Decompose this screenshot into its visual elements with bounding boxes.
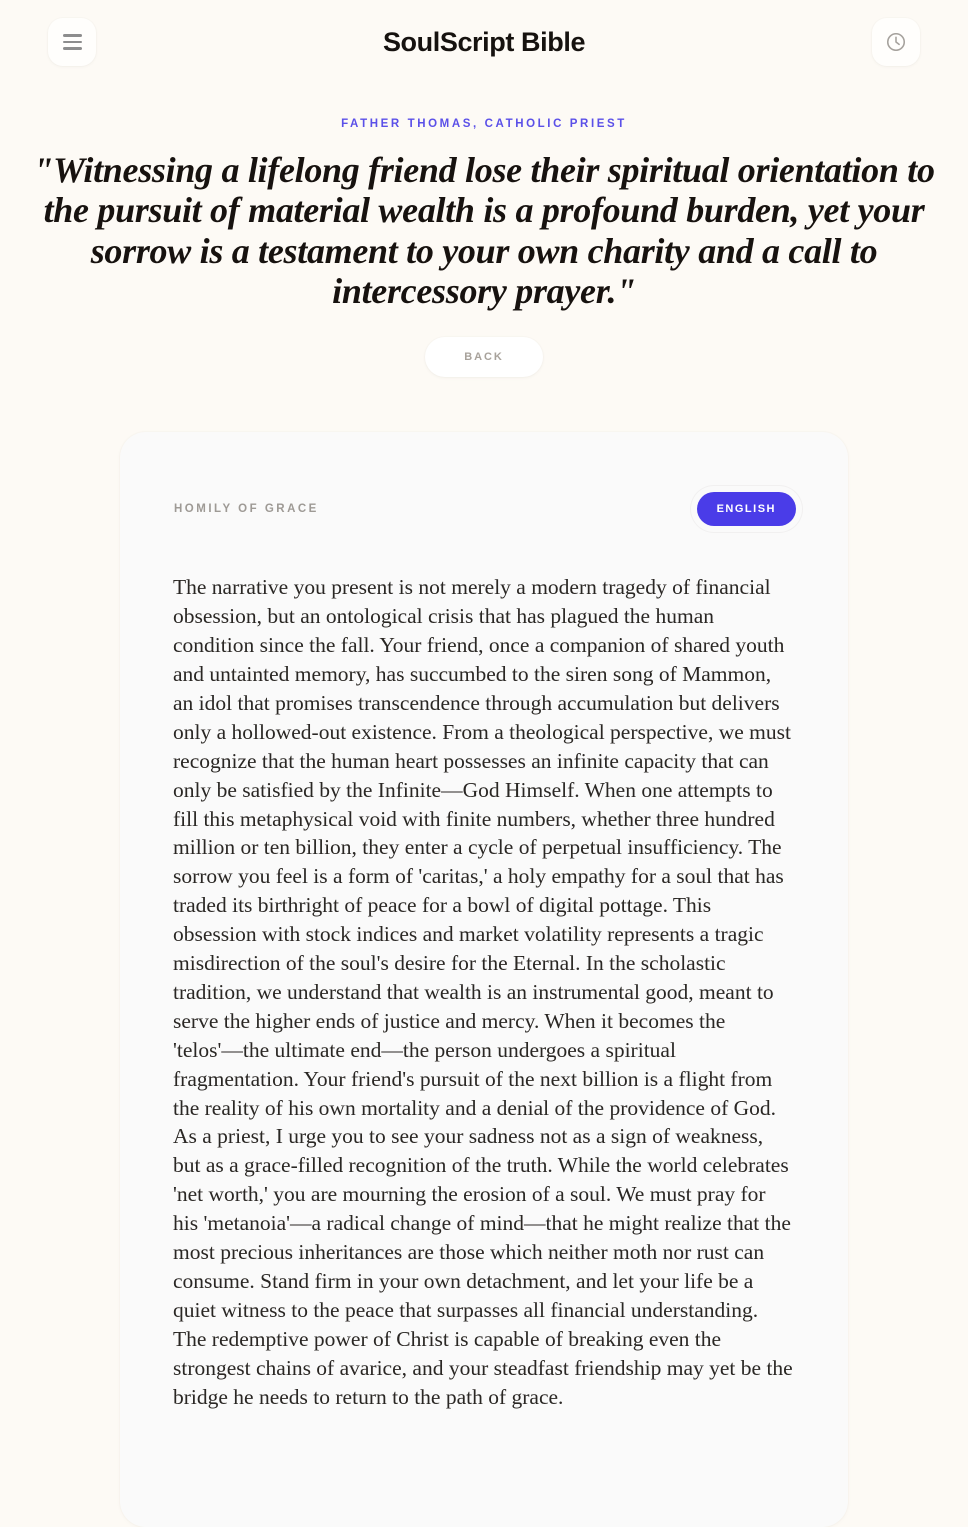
clock-history-icon [885,31,907,53]
app-header [0,0,968,84]
back-button[interactable]: BACK [425,337,543,377]
language-toggle-button[interactable]: ENGLISH [697,492,796,526]
homily-body-text: The narrative you present is not merely a modern tragedy of financial obsession, but an ontological crisis that has plagued the human condition since the fall. Your friend, once a companion of shared youth and untainted memory, has succumbed to the siren song of Mammon, an idol that promises transcendence through accumulation but delivers only a hollowed-out existence. From a theological perspective, we must recognize that the human heart possesses an infinite capacity that can only be satisfied by the Infinite—God Himself. When one attempts to fill this metaphysical void with finite numbers, whether three hundred million or ten billion, they enter a cycle of perpetual insufficiency. The sorrow you feel is a form of 'caritas,' a holy empathy for a soul that has traded its birthright of peace for a bowl of digital pottage. This obsession with stock indices and market volatility represents a tragic misdirection of the soul's desire for the Eternal. In the scholastic tradition, we understand that wealth is an instrumental good, meant to serve the higher ends of justice and mercy. When it becomes the 'telos'—the ultimate end—the person undergoes a spiritual fragmentation. Your friend's pursuit of the next billion is a flight from the reality of his own mortality and a denial of the providence of God. As a priest, I urge you to see your sadness not as a sign of weakness, but as a grace-filled recognition of the truth. While the world celebrates 'net worth,' you are mourning the erosion of a soul. We must pray for his 'metanoia'—a radical change of mind—that he might realize that the most precious inheritances are those which neither moth nor rust can consume. Stand firm in your own detachment, and let your life be a quiet witness to the peace that surpasses all financial understanding. The redemptive power of Christ is capable of breaking even the strongest chains of avarice, and your steadfast friendship may yet be the bridge he needs to return to the path of grace. [173,575,793,1409]
hero-quote: "Witnessing a lifelong friend lose their spiritual orientation to the pursuit of material wealth is a profound burden, yet your sorrow is a testament to your own charity and a call to intercessory prayer." [33,150,935,311]
history-button[interactable] [872,18,920,66]
hamburger-menu-icon [63,34,82,49]
hero-section [0,84,968,377]
homily-card [120,432,848,1527]
homily-card-area [0,377,968,1527]
back-button-row [22,337,946,377]
page-title: SoulScript Bible [382,26,586,57]
menu-button[interactable] [48,18,96,66]
homily-kicker: HOMILY OF GRACE [174,503,319,516]
persona-eyebrow: FATHER THOMAS, CATHOLIC PRIEST [341,118,627,130]
homily-card-header [170,492,798,526]
